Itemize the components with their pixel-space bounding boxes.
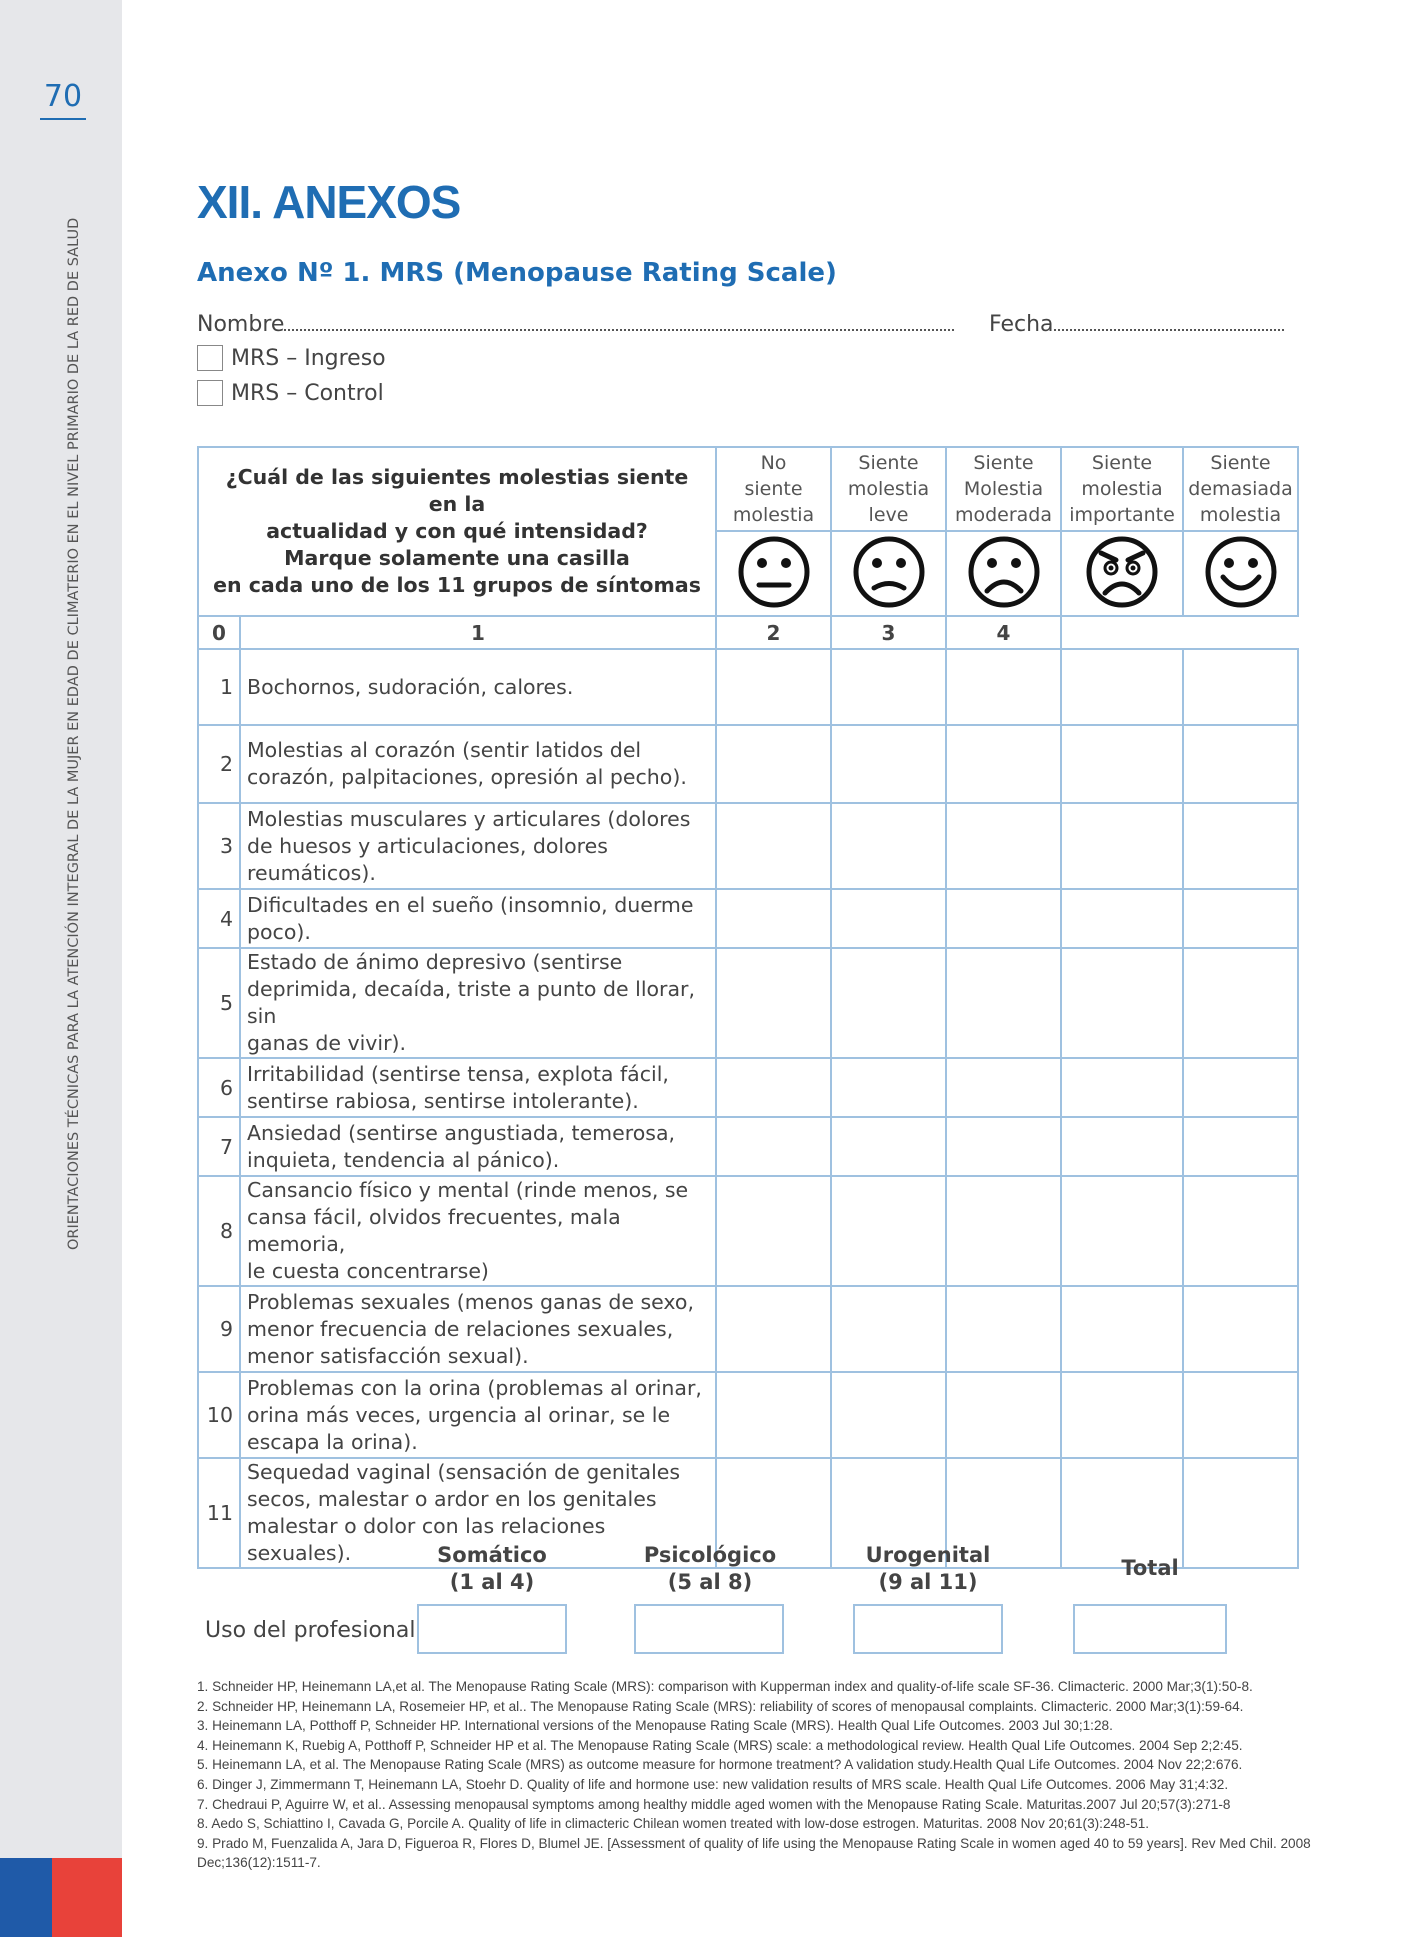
rating-cell-1[interactable] bbox=[831, 1286, 946, 1372]
symptom-text-line: le cuesta concentrarse) bbox=[247, 1259, 489, 1283]
symptom-text-line: inquieta, tendencia al pánico). bbox=[247, 1147, 560, 1172]
rating-cell-2[interactable] bbox=[946, 1286, 1061, 1372]
symptom-number: 2 bbox=[198, 725, 240, 803]
slightly-sad-face-icon bbox=[852, 535, 926, 609]
page-number: 70 bbox=[40, 80, 86, 120]
references bbox=[197, 1677, 1347, 1873]
fecha-dotted-line bbox=[1054, 313, 1284, 331]
symptom-row bbox=[198, 1176, 1298, 1286]
symptom-number: 7 bbox=[198, 1117, 240, 1176]
mrs-table bbox=[197, 446, 1299, 1569]
column-header-3 bbox=[1061, 447, 1183, 531]
column-header-2 bbox=[946, 447, 1061, 531]
col-label-line: demasiada bbox=[1188, 478, 1293, 500]
nombre-label: Nombre bbox=[197, 312, 285, 337]
symptom-number: 3 bbox=[198, 803, 240, 889]
rating-cell-4[interactable] bbox=[1183, 948, 1298, 1058]
symptom-text-line: menor frecuencia de relaciones sexuales, bbox=[247, 1316, 674, 1341]
symptom-text-line: malestar o dolor con las relaciones sexuales). bbox=[247, 1514, 606, 1565]
rating-cell-4[interactable] bbox=[1183, 1286, 1298, 1372]
rating-cell-0[interactable] bbox=[716, 1372, 831, 1458]
rating-cell-4[interactable] bbox=[1183, 1458, 1298, 1568]
group-range: (9 al 11) bbox=[878, 1570, 978, 1594]
symptom-row bbox=[198, 1117, 1298, 1176]
reference-item: 6. Dinger J, Zimmermann T, Heinemann LA, Stoehr D. Quality of life and hormone use: new validation results of MRS scale. Health Qual Life Outcomes. 2006 May 31;4:32. bbox=[197, 1776, 1229, 1792]
rating-cell-3[interactable] bbox=[1061, 1176, 1183, 1286]
symptom-text-line: Estado de ánimo depresivo (sentirse bbox=[247, 950, 623, 974]
check-row-ingreso bbox=[197, 345, 386, 371]
rating-cell-0[interactable] bbox=[716, 889, 831, 948]
group-range: (1 al 4) bbox=[449, 1570, 535, 1594]
symptom-text-line: orina más veces, urgencia al orinar, se le bbox=[247, 1402, 671, 1427]
flag-red-block bbox=[52, 1858, 122, 1937]
rating-cell-3[interactable] bbox=[1061, 1372, 1183, 1458]
symptom-text-line: Ansiedad (sentirse angustiada, temerosa, bbox=[247, 1120, 676, 1145]
total-score-box[interactable] bbox=[1073, 1604, 1227, 1654]
col-label-line: Siente bbox=[1091, 452, 1153, 474]
symptom-text-line: poco). bbox=[247, 919, 311, 944]
symptom-description bbox=[240, 1176, 716, 1286]
rating-cell-2[interactable] bbox=[946, 1372, 1061, 1458]
group-label: Psicológico bbox=[643, 1543, 777, 1567]
symptom-text-line: secos, malestar o ardor en los genitales bbox=[247, 1487, 657, 1511]
rating-cell-0[interactable] bbox=[716, 1286, 831, 1372]
rating-cell-0[interactable] bbox=[716, 1176, 831, 1286]
col-label-line: moderada bbox=[954, 504, 1053, 526]
urogenital-score-box[interactable] bbox=[853, 1604, 1003, 1654]
col-label-line: Molestia bbox=[963, 478, 1044, 500]
reference-item: 2. Schneider HP, Heinemann LA, Rosemeier HP, et al.. The Menopause Rating Scale (MRS): reliability of scores of menopausal complaints. Climacteric. 2000 Mar;3(1):59-64. bbox=[197, 1698, 1244, 1714]
col-label-line: molestia bbox=[1199, 504, 1282, 526]
symptom-description bbox=[240, 1058, 716, 1117]
psicologico-score-box[interactable] bbox=[634, 1604, 784, 1654]
symptom-text-line: Dificultades en el sueño (insomnio, duerme bbox=[247, 892, 694, 917]
angry-face-icon bbox=[1085, 535, 1159, 609]
question-line: Marque solamente una casilla bbox=[284, 546, 630, 570]
neutral-face-icon bbox=[737, 535, 811, 609]
symptom-row bbox=[198, 1058, 1298, 1117]
symptom-description bbox=[240, 1286, 716, 1372]
symptom-description bbox=[240, 889, 716, 948]
symptom-row bbox=[198, 725, 1298, 803]
fecha-field[interactable] bbox=[989, 312, 1284, 337]
reference-item: 1. Schneider HP, Heinemann LA,et al. The Menopause Rating Scale (MRS): comparison with Kupperman index and quality-of-life scale SF-36. Climacteric. 2000 Mar;3(1):50-8. bbox=[197, 1679, 1253, 1694]
rating-cell-3[interactable] bbox=[1061, 889, 1183, 948]
uso-profesional-label: Uso del profesional bbox=[205, 1618, 416, 1643]
group-urogenital-header bbox=[848, 1542, 1008, 1596]
rating-cell-4[interactable] bbox=[1183, 1372, 1298, 1458]
rating-cell-0[interactable] bbox=[716, 1117, 831, 1176]
rating-cell-3[interactable] bbox=[1061, 725, 1183, 803]
symptom-text-line: menor satisfacción sexual). bbox=[247, 1343, 529, 1368]
score-1: 1 bbox=[240, 616, 716, 649]
col-label-line: Siente bbox=[858, 452, 919, 474]
symptom-row bbox=[198, 1286, 1298, 1372]
symptom-description bbox=[240, 1117, 716, 1176]
symptom-row bbox=[198, 803, 1298, 889]
rating-cell-1[interactable] bbox=[831, 889, 946, 948]
symptom-number: 8 bbox=[198, 1176, 240, 1286]
rating-cell-4[interactable] bbox=[1183, 1117, 1298, 1176]
control-checkbox[interactable] bbox=[197, 380, 223, 406]
face-cell-4 bbox=[1183, 531, 1298, 616]
sad-face-icon bbox=[967, 535, 1041, 609]
rating-cell-1[interactable] bbox=[831, 948, 946, 1058]
rating-cell-2[interactable] bbox=[946, 725, 1061, 803]
rating-cell-0[interactable] bbox=[716, 1058, 831, 1117]
rating-cell-4[interactable] bbox=[1183, 803, 1298, 889]
symptom-row bbox=[198, 649, 1298, 725]
reference-item: 7. Chedraui P, Aguirre W, et al.. Assessing menopausal symptoms among healthy middle aged women with the Menopause Rating Scale. Maturitas.2007 Jul 20;57(3):271-8 bbox=[197, 1796, 1231, 1812]
group-psicologico-header bbox=[630, 1542, 790, 1596]
reference-item: 8. Aedo S, Schiattino I, Cavada G, Porcile A. Quality of life in climacteric Chilean women treated with low-dose estrogen. Maturitas. 2008 Nov 20;61(3):248-51. bbox=[197, 1816, 1150, 1832]
col-label-line: Siente bbox=[1210, 452, 1271, 474]
symptom-text-line: Bochornos, sudoración, calores. bbox=[247, 674, 574, 699]
symptom-row bbox=[198, 948, 1298, 1058]
rating-cell-1[interactable] bbox=[831, 1117, 946, 1176]
check-row-control bbox=[197, 380, 384, 406]
col-label-line: No bbox=[760, 452, 787, 474]
section-title: XII. ANEXOS bbox=[197, 176, 461, 228]
rating-cell-4[interactable] bbox=[1183, 889, 1298, 948]
rating-cell-2[interactable] bbox=[946, 803, 1061, 889]
nombre-dotted-line bbox=[284, 313, 954, 331]
col-label-line: leve bbox=[868, 504, 909, 526]
rating-cell-2[interactable] bbox=[946, 1058, 1061, 1117]
sidebar bbox=[0, 0, 122, 1937]
reference-item: 3. Heinemann LA, Potthoff P, Schneider HP. International versions of the Menopause Rating Scale (MRS). Health Qual Life Outcomes. 2003 Jul 30;1:28. bbox=[197, 1718, 1113, 1734]
score-2: 2 bbox=[716, 616, 831, 649]
symptom-description bbox=[240, 725, 716, 803]
group-label: Urogenital bbox=[865, 1543, 991, 1567]
question-cell bbox=[198, 447, 716, 616]
col-label-line: molestia bbox=[847, 478, 930, 500]
rating-cell-4[interactable] bbox=[1183, 1176, 1298, 1286]
symptom-text-line: deprimida, decaída, triste a punto de llorar, sin bbox=[247, 977, 695, 1028]
rating-cell-2[interactable] bbox=[946, 649, 1061, 725]
rating-cell-2[interactable] bbox=[946, 1176, 1061, 1286]
symptom-description bbox=[240, 1372, 716, 1458]
rating-cell-0[interactable] bbox=[716, 803, 831, 889]
smiling-face-icon bbox=[1204, 535, 1278, 609]
rating-cell-1[interactable] bbox=[831, 1058, 946, 1117]
symptom-text-line: Sequedad vaginal (sensación de genitales bbox=[247, 1460, 681, 1484]
rating-cell-2[interactable] bbox=[946, 1117, 1061, 1176]
rating-cell-0[interactable] bbox=[716, 725, 831, 803]
rating-cell-3[interactable] bbox=[1061, 1458, 1183, 1568]
rating-cell-3[interactable] bbox=[1061, 1058, 1183, 1117]
group-label: Somático bbox=[437, 1543, 547, 1567]
sidebar-document-title: ORIENTACIONES TÉCNICAS PARA LA ATENCIÓN INTEGRAL DE LA MUJER EN EDAD DE CLIMATERIO EN EL NIVEL PRIMARIO DE LA RED DE SALUD bbox=[66, 217, 82, 1250]
symptom-number: 10 bbox=[198, 1372, 240, 1458]
symptom-number: 1 bbox=[198, 649, 240, 725]
rating-cell-3[interactable] bbox=[1061, 1286, 1183, 1372]
ingreso-label: MRS – Ingreso bbox=[231, 345, 386, 371]
rating-cell-4[interactable] bbox=[1183, 649, 1298, 725]
face-cell-0 bbox=[716, 531, 831, 616]
rating-cell-0[interactable] bbox=[716, 948, 831, 1058]
score-0: 0 bbox=[198, 616, 240, 649]
rating-cell-4[interactable] bbox=[1183, 1058, 1298, 1117]
symptom-text-line: Problemas sexuales (menos ganas de sexo, bbox=[247, 1289, 694, 1314]
col-label-line: molestia bbox=[732, 504, 815, 526]
rating-cell-0[interactable] bbox=[716, 649, 831, 725]
symptom-number: 6 bbox=[198, 1058, 240, 1117]
rating-cell-1[interactable] bbox=[831, 1176, 946, 1286]
symptom-text-line: escapa la orina). bbox=[247, 1429, 418, 1454]
rating-cell-3[interactable] bbox=[1061, 948, 1183, 1058]
symptom-text-line: corazón, palpitaciones, opresión al pecho). bbox=[247, 765, 687, 789]
rating-cell-1[interactable] bbox=[831, 649, 946, 725]
rating-cell-4[interactable] bbox=[1183, 725, 1298, 803]
col-label-line: Siente bbox=[973, 452, 1034, 474]
symptom-text-line: cansa fácil, olvidos frecuentes, mala memoria, bbox=[247, 1205, 621, 1256]
symptom-text-line: Molestias al corazón (sentir latidos del bbox=[247, 738, 642, 762]
score-4: 4 bbox=[946, 616, 1061, 649]
symptom-number: 9 bbox=[198, 1286, 240, 1372]
col-label-line: siente bbox=[744, 478, 803, 500]
flag-blue-block bbox=[0, 1858, 52, 1937]
question-line: actualidad y con qué intensidad? bbox=[266, 519, 648, 543]
symptom-text-line: sentirse rabiosa, sentirse intolerante). bbox=[247, 1088, 639, 1113]
col-label-line: molestia bbox=[1081, 478, 1163, 500]
rating-cell-3[interactable] bbox=[1061, 649, 1183, 725]
group-total-header: Total bbox=[1121, 1556, 1179, 1580]
reference-item: 9. Prado M, Fuenzalida A, Jara D, Figueroa R, Flores D, Blumel JE. [Assessment of quality of life using the Menopause Rating Scale in women aged 40 to 59 years]. Rev Med Chil. 2008 Dec;136(12):1511-7. bbox=[197, 1835, 1311, 1871]
rating-cell-1[interactable] bbox=[831, 1372, 946, 1458]
group-range: (5 al 8) bbox=[667, 1570, 753, 1594]
rating-cell-1[interactable] bbox=[831, 803, 946, 889]
symptom-text-line: Irritabilidad (sentirse tensa, explota fácil, bbox=[247, 1061, 669, 1086]
symptom-text-line: Molestias musculares y articulares (dolores bbox=[247, 806, 691, 831]
symptom-row bbox=[198, 889, 1298, 948]
symptom-number: 5 bbox=[198, 948, 240, 1058]
reference-item: 5. Heinemann LA, et al. The Menopause Rating Scale (MRS) as outcome measure for hormone treatment? A validation study.Health Qual Life Outcomes. 2004 Nov 22;2:676. bbox=[197, 1757, 1243, 1773]
annex-title: Anexo Nº 1. MRS (Menopause Rating Scale) bbox=[197, 258, 837, 288]
symptom-text-line: Cansancio físico y mental (rinde menos, se bbox=[247, 1178, 689, 1202]
question-line: en cada uno de los 11 grupos de síntomas bbox=[213, 573, 701, 597]
question-line: ¿Cuál de las siguientes molestias siente en la bbox=[225, 465, 689, 516]
rating-cell-2[interactable] bbox=[946, 889, 1061, 948]
rating-cell-3[interactable] bbox=[1061, 1117, 1183, 1176]
symptom-number: 4 bbox=[198, 889, 240, 948]
symptom-number: 11 bbox=[198, 1458, 240, 1568]
symptom-row bbox=[198, 1372, 1298, 1458]
control-label: MRS – Control bbox=[231, 380, 384, 406]
rating-cell-1[interactable] bbox=[831, 725, 946, 803]
somatico-score-box[interactable] bbox=[417, 1604, 567, 1654]
column-header-4 bbox=[1183, 447, 1298, 531]
symptom-text-line: reumáticos). bbox=[247, 860, 376, 885]
column-header-0 bbox=[716, 447, 831, 531]
symptom-text-line: Problemas con la orina (problemas al orinar, bbox=[247, 1375, 702, 1400]
symptom-description bbox=[240, 649, 716, 725]
reference-item: 4. Heinemann K, Ruebig A, Potthoff P, Schneider HP et al. The Menopause Rating Scale (MRS) scale: a methodological review. Health Qual Life Outcomes. 2004 Sep 2;2:45. bbox=[197, 1737, 1243, 1753]
score-3: 3 bbox=[831, 616, 946, 649]
symptom-description bbox=[240, 803, 716, 889]
symptom-description bbox=[240, 948, 716, 1058]
symptom-text-line: de huesos y articulaciones, dolores bbox=[247, 833, 608, 858]
group-somatico-header bbox=[412, 1542, 572, 1596]
face-cell-2 bbox=[946, 531, 1061, 616]
rating-cell-2[interactable] bbox=[946, 948, 1061, 1058]
face-cell-3 bbox=[1061, 531, 1183, 616]
symptom-text-line: ganas de vivir). bbox=[247, 1031, 407, 1055]
face-cell-1 bbox=[831, 531, 946, 616]
nombre-field[interactable] bbox=[197, 312, 954, 337]
rating-cell-3[interactable] bbox=[1061, 803, 1183, 889]
col-label-line: importante bbox=[1069, 504, 1175, 526]
column-header-1 bbox=[831, 447, 946, 531]
fecha-label: Fecha bbox=[989, 312, 1054, 337]
ingreso-checkbox[interactable] bbox=[197, 345, 223, 371]
